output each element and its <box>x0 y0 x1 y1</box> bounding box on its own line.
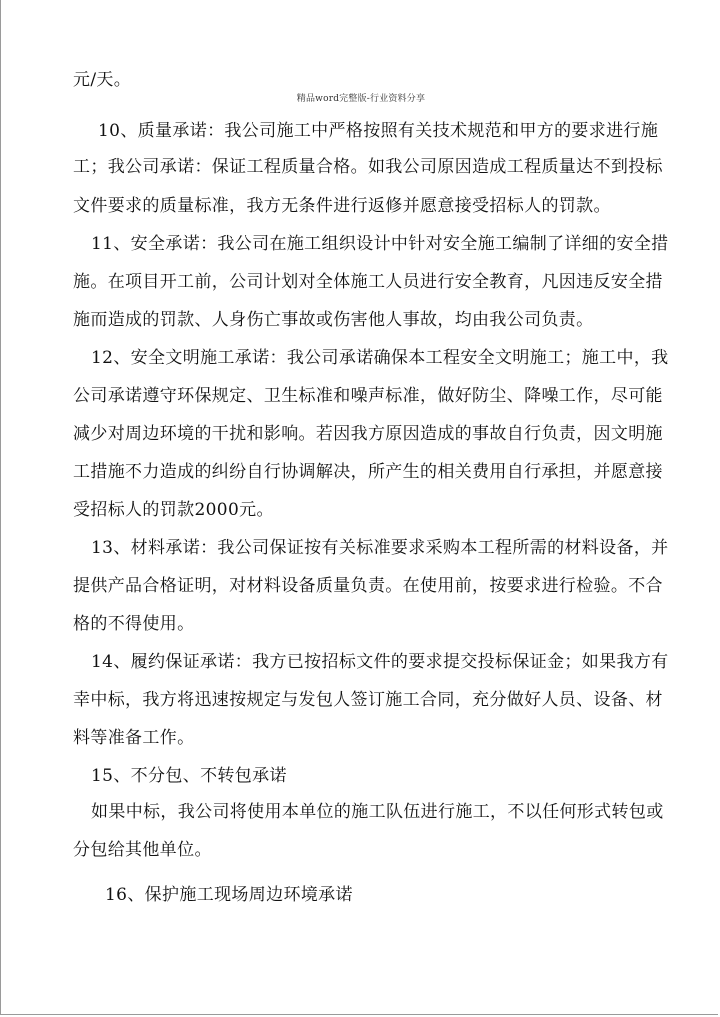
paragraph-12-line-2: 公司承诺遵守环保规定、卫生标准和噪声标准，做好防尘、降噪工作，尽可能 <box>73 386 663 406</box>
paragraph-12-line-5: 受招标人的罚款2000元。 <box>73 500 274 520</box>
section-16-heading: 16、保护施工现场周边环境承诺 <box>105 885 353 905</box>
paragraph-10-line-1: 10、质量承诺：我公司施工中严格按照有关技术规范和甲方的要求进行施 <box>98 121 659 141</box>
paragraph-15-line-1: 如果中标，我公司将使用本单位的施工队伍进行施工，不以任何形式转包或 <box>91 802 664 822</box>
section-15-heading: 15、不分包、不转包承诺 <box>91 766 287 786</box>
paragraph-12-line-1: 12、安全文明施工承诺：我公司承诺确保本工程安全文明施工；施工中，我 <box>91 348 669 368</box>
paragraph-12-line-4: 工措施不力造成的纠纷自行协调解决，所产生的相关费用自行承担，并愿意接 <box>73 462 663 482</box>
header-watermark: 精品word完整版-行业资料分享 <box>296 94 426 104</box>
paragraph-10-line-3: 文件要求的质量标准，我方无条件进行返修并愿意接受招标人的罚款。 <box>73 196 611 216</box>
paragraph-13-line-3: 格的不得使用。 <box>73 614 195 634</box>
paragraph-11-line-3: 施而造成的罚款、人身伤亡事故或伤害他人事故，均由我公司负责。 <box>73 310 594 330</box>
paragraph-15-line-2: 分包给其他单位。 <box>73 840 212 860</box>
paragraph-13-line-1: 13、材料承诺：我公司保证按有关标准要求采购本工程所需的材料设备，并 <box>91 538 669 558</box>
paragraph-13-line-2: 提供产品合格证明，对材料设备质量负责。在使用前，按要求进行检验。不合 <box>73 576 663 596</box>
paragraph-11-line-2: 施。在项目开工前，公司计划对全体施工人员进行安全教育，凡因违反安全措 <box>73 272 663 292</box>
paragraph-14-line-2: 幸中标，我方将迅速按规定与发包人签订施工合同，充分做好人员、设备、材 <box>73 690 663 710</box>
paragraph-12-line-3: 减少对周边环境的干扰和影响。若因我方原因造成的事故自行负责，因文明施 <box>73 424 663 444</box>
text-line: 元/天。 <box>73 70 132 90</box>
paragraph-14-line-1: 14、履约保证承诺：我方已按招标文件的要求提交投标保证金；如果我方有 <box>91 652 669 672</box>
paragraph-14-line-3: 料等准备工作。 <box>73 728 195 748</box>
paragraph-11-line-1: 11、安全承诺：我公司在施工组织设计中针对安全施工编制了详细的安全措 <box>91 234 669 254</box>
paragraph-10-line-2: 工；我公司承诺：保证工程质量合格。如我公司原因造成工程质量达不到投标 <box>73 157 663 177</box>
